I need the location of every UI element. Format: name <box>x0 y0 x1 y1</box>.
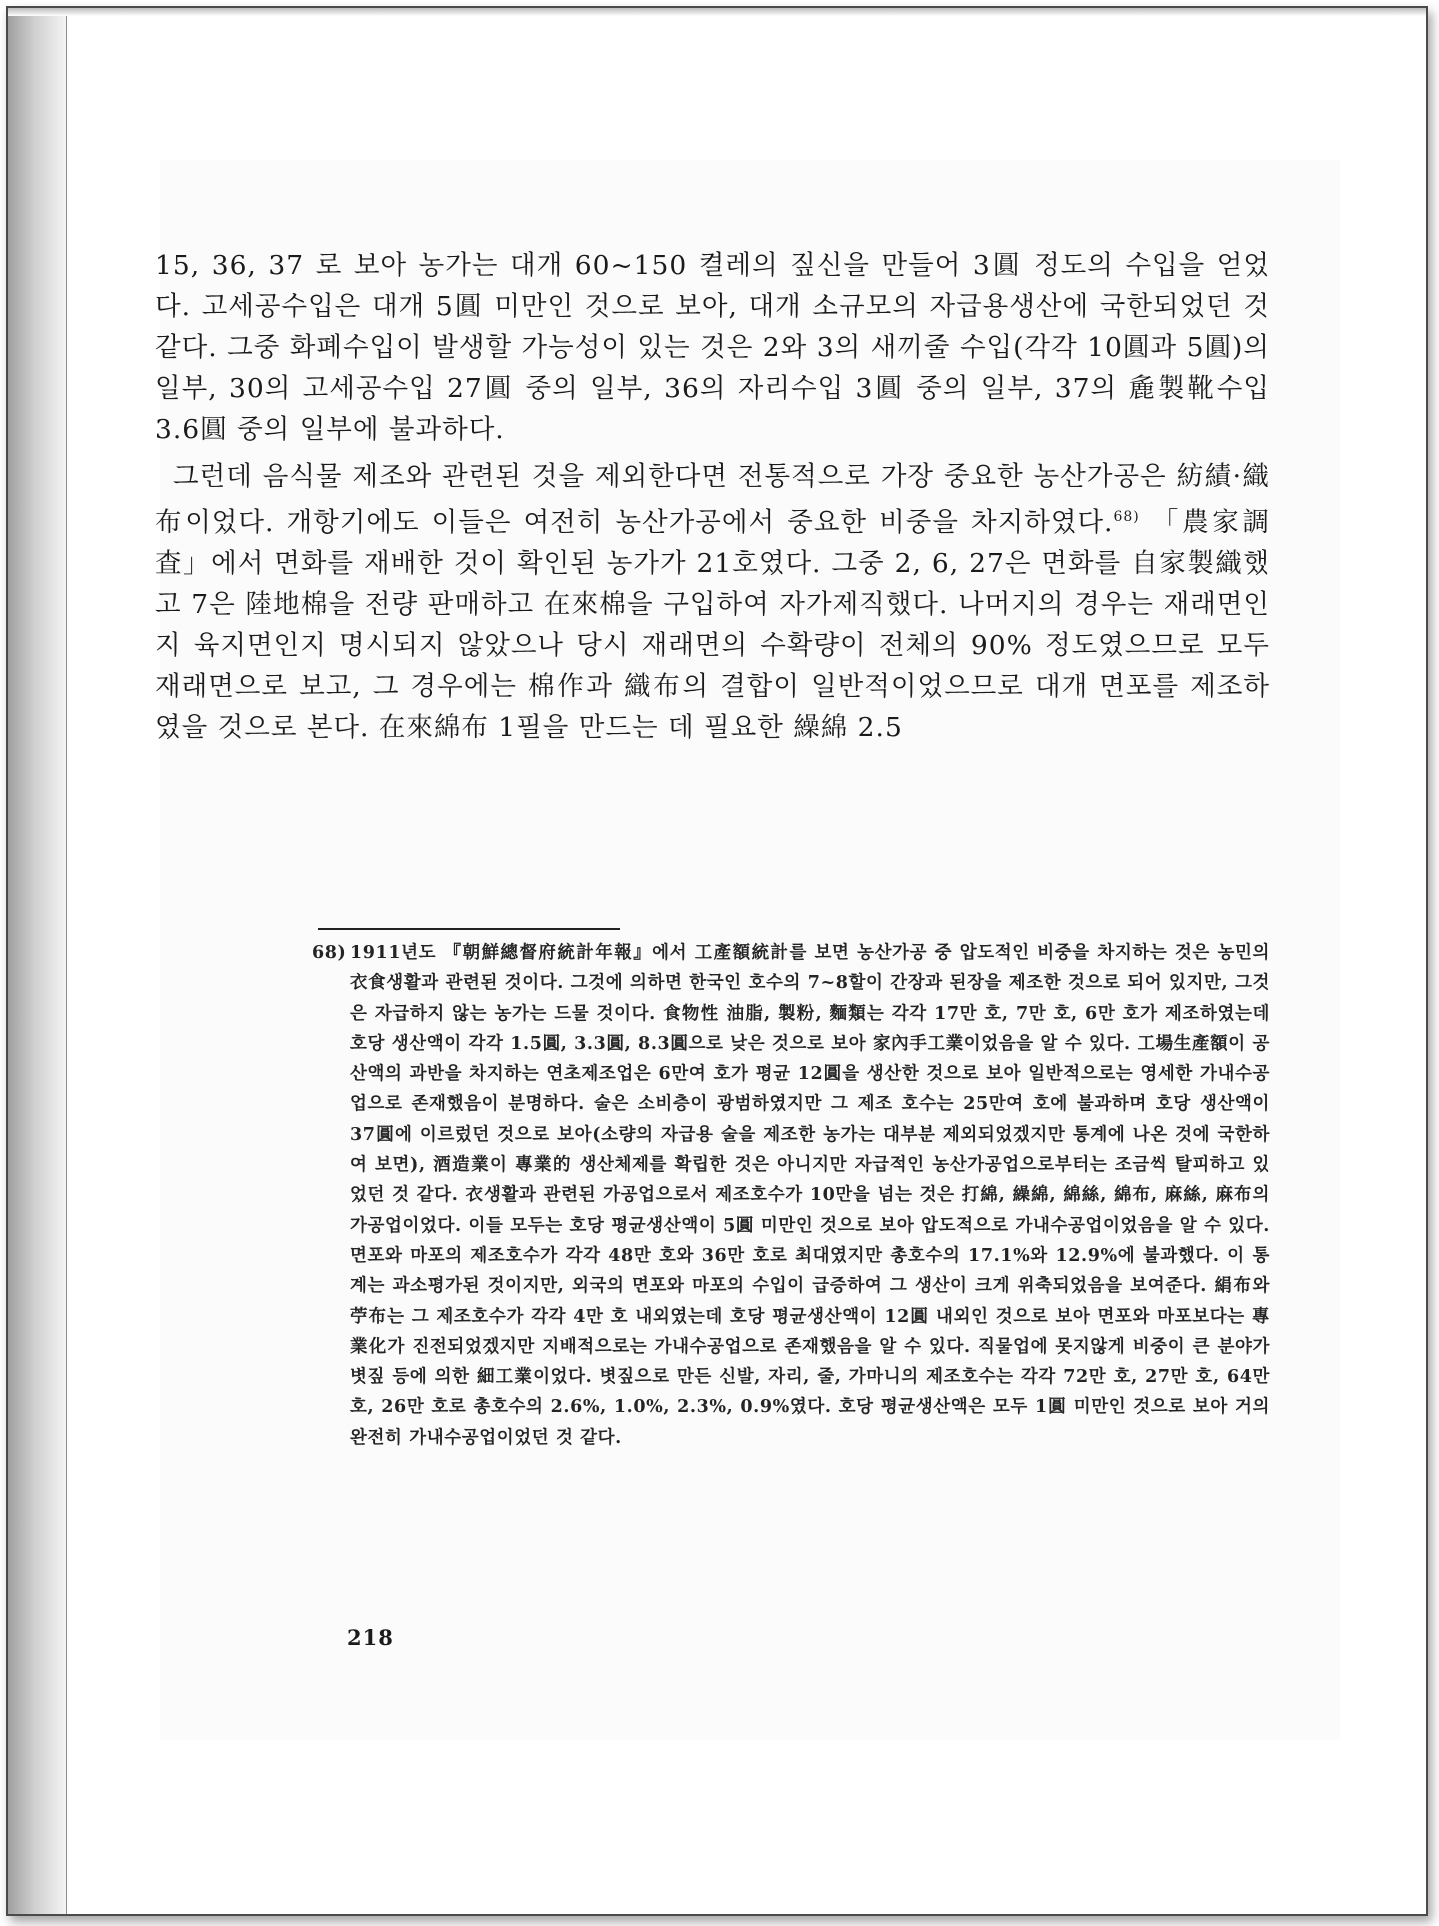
book-top-edge <box>8 8 1426 16</box>
footnote-label: 68) <box>312 943 347 963</box>
main-text <box>155 245 1270 748</box>
footnote-reference: 68) <box>1113 509 1140 525</box>
footnote-text: 1911년도 『朝鮮總督府統計年報』에서 工產額統計를 보면 농산가공 중 압도적인 비중을 차지하는 것은 농민의 衣食생활과 관련된 것이다. 그것에 의하면 한국인 호수의 7~8할이 간장과 된장을 제조한 것으로 되어 있지만, 그것은 자급하지 않는 농가는 드물 것이다. 食物性 油脂, 製粉, 麵類는 각각 17만 호, 7만 호, 6만 호가 제조하였는데 호당 생산액이 각각 1.5圓, 3.3圓, 8.3圓으로 낮은 것으로 보아 家內手工業이었음을 알 수 있다. 工場生產額이 공산액의 과반을 차지하는 연초제조업은 6만여 호가 평균 12圓을 생산한 것으로 보아 일반적으로는 영세한 가내수공업으로 존재했음이 분명하다. 술은 소비층이 광범하였지만 그 제조 호수는 25만여 호에 불과하며 호당 생산액이 37圓에 이르렀던 것으로 보아(소량의 자급용 술을 제조한 농가는 대부분 제외되었겠지만 통계에 나온 것에 국한하여 보면), 酒造業이 專業的 생산체제를 확립한 것은 아니지만 자급적인 농산가공업으로부터는 조금씩 탈피하고 있었던 것 같다. 衣생활과 관련된 가공업으로서 제조호수가 10만을 넘는 것은 打綿, 繰綿, 綿絲, 綿布, 麻絲, 麻布의 가공업이었다. 이들 모두는 호당 평균생산액이 5圓 미만인 것으로 보아 압도적으로 가내수공업이었음을 알 수 있다. 면포와 마포의 제조호수가 각각 48만 호와 36만 호로 최대였지만 총호수의 17.1%와 12.9%에 불과했다. 이 통계는 과소평가된 것이지만, 외국의 면포와 마포의 수입이 급증하여 그 생산이 크게 위축되었음을 보여준다. 絹布와 苧布는 그 제조호수가 각각 4만 호 내외였는데 호당 평균생산액이 12圓 내외인 것으로 보아 면포와 마포보다는 專業化가 진전되었겠지만 지배적으로는 가내수공업으로 존재했음을 알 수 있다. 직물업에 못지않게 비중이 큰 분야가 볏짚 등에 의한 細工業이었다. 볏짚으로 만든 신발, 자리, 줄, 가마니의 제조호수는 각각 72만 호, 27만 호, 64만 호, 26만 호로 총호수의 2.6%, 1.0%, 2.3%, 0.9%였다. 호당 평균생산액은 모두 1圓 미만인 것으로 보아 거의 완전히 가내수공업이었던 것 같다. <box>350 943 1270 1448</box>
paragraph-2-text: 그런데 음식물 제조와 관련된 것을 제외한다면 전통적으로 가장 중요한 농산가공은 紡績·織布이었다. 개항기에도 이들은 여전히 농산가공에서 중요한 비중을 차지하였다. <box>155 461 1270 538</box>
book-spine <box>8 8 67 1914</box>
paragraph-2 <box>155 456 1270 748</box>
footnote-divider <box>318 928 620 930</box>
paragraph-2-continuation: 「農家調査」에서 면화를 재배한 것이 확인된 농가가 21호였다. 그중 2, 6, 27은 면화를 自家製織했고 7은 陸地棉을 전량 판매하고 在來棉을 구입하여 자가제직했다. 나머지의 경우는 재래면인지 육지면인지 명시되지 않았으나 당시 재래면의 수확량이 전체의 90% 정도였으므로 모두 재래면으로 보고, 그 경우에는 棉作과 織布의 결합이 일반적이었으므로 대개 면포를 제조하였을 것으로 본다. 在來綿布 1필을 만드는 데 필요한 繰綿 2.5 <box>155 506 1270 743</box>
page-number: 218 <box>347 1625 394 1650</box>
paragraph-1: 15, 36, 37 로 보아 농가는 대개 60~150 켤레의 짚신을 만들어 3圓 정도의 수입을 얻었다. 고세공수입은 대개 5圓 미만인 것으로 보아, 대개 소규모의 자급용생산에 국한되었던 것 같다. 그중 화폐수입이 발생할 가능성이 있는 것은 2와 3의 새끼줄 수입(각각 10圓과 5圓)의 일부, 30의 고세공수입 27圓 중의 일부, 36의 자리수입 3圓 중의 일부, 37의 麁製靴수입 3.6圓 중의 일부에 불과하다. <box>155 250 1270 445</box>
footnote <box>312 938 1270 1453</box>
